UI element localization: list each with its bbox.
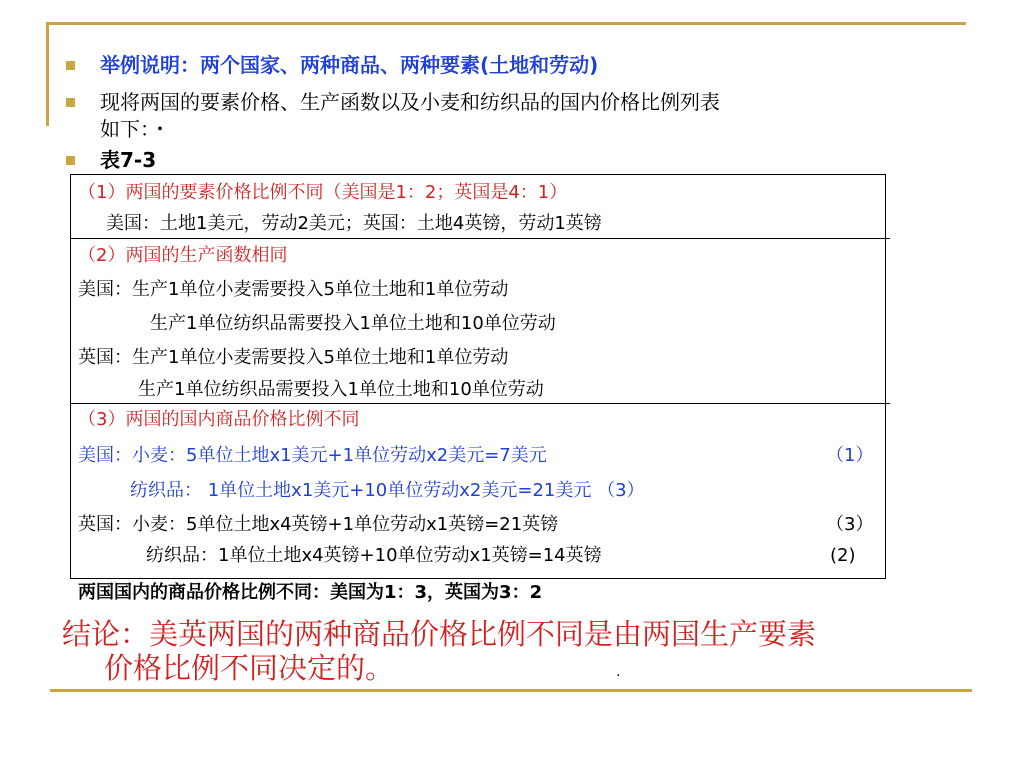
section1-heading: （1）两国的要素价格比例不同（美国是1：2；英国是4：1） [78, 182, 568, 203]
us-wheat-line: 美国：小麦：5单位土地x1美元+1单位劳动x2美元=7美元 [78, 445, 547, 466]
stray-dot: . [616, 664, 621, 680]
section2-line: 美国：生产1单位小麦需要投入5单位土地和1单位劳动 [78, 279, 509, 300]
us-textile-line: 纺织品： 1单位土地x1美元+10单位劳动x2美元=21美元 （3） [130, 480, 645, 501]
top-rule [46, 22, 966, 25]
section2-line: 英国：生产1单位小麦需要投入5单位土地和1单位劳动 [78, 347, 509, 368]
bullet-intro-cont: 如下：・ [100, 117, 170, 141]
left-rule [46, 22, 49, 126]
uk-textile-line: 纺织品：1单位土地x4英镑+10单位劳动x1英镑=14英镑 [146, 545, 602, 566]
uk-wheat-tag: （3） [826, 514, 874, 535]
summary-line: 两国国内的商品价格比例不同：美国为1：3，英国为3：2 [78, 582, 543, 603]
bullet-marker [66, 156, 75, 165]
bullet-marker [66, 98, 75, 107]
section-divider [70, 403, 890, 404]
bullet-marker [66, 61, 75, 70]
uk-wheat-line: 英国：小麦：5单位土地x4英镑+1单位劳动x1英镑=21英镑 [78, 514, 559, 535]
conclusion-line: 结论：美英两国的两种商品价格比例不同是由两国生产要素 [62, 617, 817, 651]
section1-prices: 美国：土地1美元，劳动2美元；英国：土地4英镑，劳动1英镑 [106, 213, 602, 234]
section2-line: 生产1单位纺织品需要投入1单位土地和10单位劳动 [138, 379, 544, 400]
section3-heading: （3）两国的国内商品价格比例不同 [78, 409, 360, 430]
table-label: 表7-3 [100, 148, 157, 172]
section-divider [70, 238, 890, 239]
bullet-example: 举例说明：两个国家、两种商品、两种要素(土地和劳动) [100, 53, 599, 77]
uk-textile-tag: (2) [830, 545, 856, 566]
section2-line: 生产1单位纺织品需要投入1单位土地和10单位劳动 [150, 313, 556, 334]
bullet-intro: 现将两国的要素价格、生产函数以及小麦和纺织品的国内价格比例列表 [100, 90, 720, 114]
us-wheat-tag: （1） [826, 445, 874, 466]
conclusion-line: 价格比例不同决定的。 [104, 651, 395, 685]
bottom-rule [50, 689, 972, 692]
section2-heading: （2）两国的生产函数相同 [78, 245, 288, 266]
